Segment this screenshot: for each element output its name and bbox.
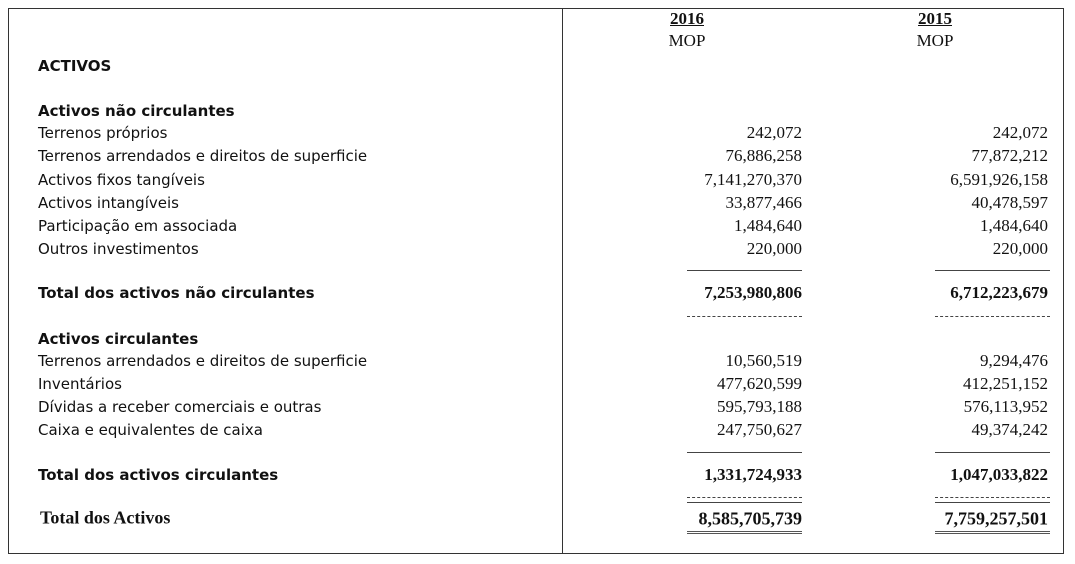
- row-value-2016: 10,560,519: [725, 351, 802, 370]
- row-value-2015: 6,591,926,158: [950, 170, 1048, 189]
- current-total-2016: 1,331,724,933: [704, 465, 802, 484]
- row-label: Terrenos arrendados e direitos de superficie: [38, 352, 368, 370]
- subtotal-line: [687, 270, 802, 271]
- row-label: Terrenos próprios: [38, 124, 168, 142]
- row-label: Activos fixos tangíveis: [38, 171, 205, 189]
- grand-total-2015: 7,759,257,501: [944, 508, 1048, 529]
- currency-2016: MOP: [668, 31, 706, 50]
- row-label: Inventários: [38, 375, 122, 393]
- row-value-2016: 1,484,640: [734, 216, 802, 235]
- row-value-2016: 242,072: [746, 123, 802, 142]
- row-label: Participação em associada: [38, 217, 238, 235]
- row-value-2015: 77,872,212: [971, 146, 1048, 165]
- non-current-title: Activos não circulantes: [38, 102, 235, 120]
- column-divider: [562, 8, 563, 554]
- row-value-2015: 1,484,640: [980, 216, 1048, 235]
- row-value-2015: 40,478,597: [971, 193, 1048, 212]
- row-label: Terrenos arrendados e direitos de superficie: [38, 147, 368, 165]
- non-current-total-2016: 7,253,980,806: [704, 283, 802, 302]
- row-value-2016: 220,000: [746, 239, 802, 258]
- year-2016: 2016: [670, 9, 704, 28]
- grand-total-2016: 8,585,705,739: [698, 508, 802, 529]
- double-underline: [935, 531, 1050, 534]
- dashed-line: [687, 497, 802, 498]
- row-label: Activos intangíveis: [38, 194, 179, 212]
- subtotal-line: [687, 452, 802, 453]
- subtotal-line: [935, 452, 1050, 453]
- row-value-2016: 76,886,258: [725, 146, 802, 165]
- row-value-2015: 9,294,476: [980, 351, 1048, 370]
- row-value-2016: 477,620,599: [717, 374, 802, 393]
- section-heading: ACTIVOS: [38, 57, 112, 75]
- dashed-line: [935, 316, 1050, 317]
- row-value-2016: 595,793,188: [717, 397, 802, 416]
- row-value-2016: 247,750,627: [717, 420, 802, 439]
- row-value-2015: 242,072: [992, 123, 1048, 142]
- row-label: Dívidas a receber comerciais e outras: [38, 398, 322, 416]
- currency-2015: MOP: [916, 31, 954, 50]
- row-label: Caixa e equivalentes de caixa: [38, 421, 263, 439]
- current-total-2015: 1,047,033,822: [950, 465, 1048, 484]
- double-underline: [687, 531, 802, 534]
- row-value-2015: 220,000: [992, 239, 1048, 258]
- current-total-label: Total dos activos circulantes: [38, 466, 279, 484]
- row-value-2016: 33,877,466: [725, 193, 802, 212]
- row-value-2015: 412,251,152: [963, 374, 1048, 393]
- subtotal-line: [935, 270, 1050, 271]
- dashed-line: [935, 497, 1050, 498]
- total-line: [687, 502, 802, 503]
- row-value-2015: 576,113,952: [963, 397, 1048, 416]
- current-title: Activos circulantes: [38, 330, 199, 348]
- grand-total-label: Total dos Activos: [40, 507, 171, 528]
- row-value-2015: 49,374,242: [971, 420, 1048, 439]
- dashed-line: [687, 316, 802, 317]
- year-2015: 2015: [918, 9, 952, 28]
- row-value-2016: 7,141,270,370: [704, 170, 802, 189]
- non-current-total-label: Total dos activos não circulantes: [38, 284, 315, 302]
- non-current-total-2015: 6,712,223,679: [950, 283, 1048, 302]
- row-label: Outros investimentos: [38, 240, 199, 258]
- total-line: [935, 502, 1050, 503]
